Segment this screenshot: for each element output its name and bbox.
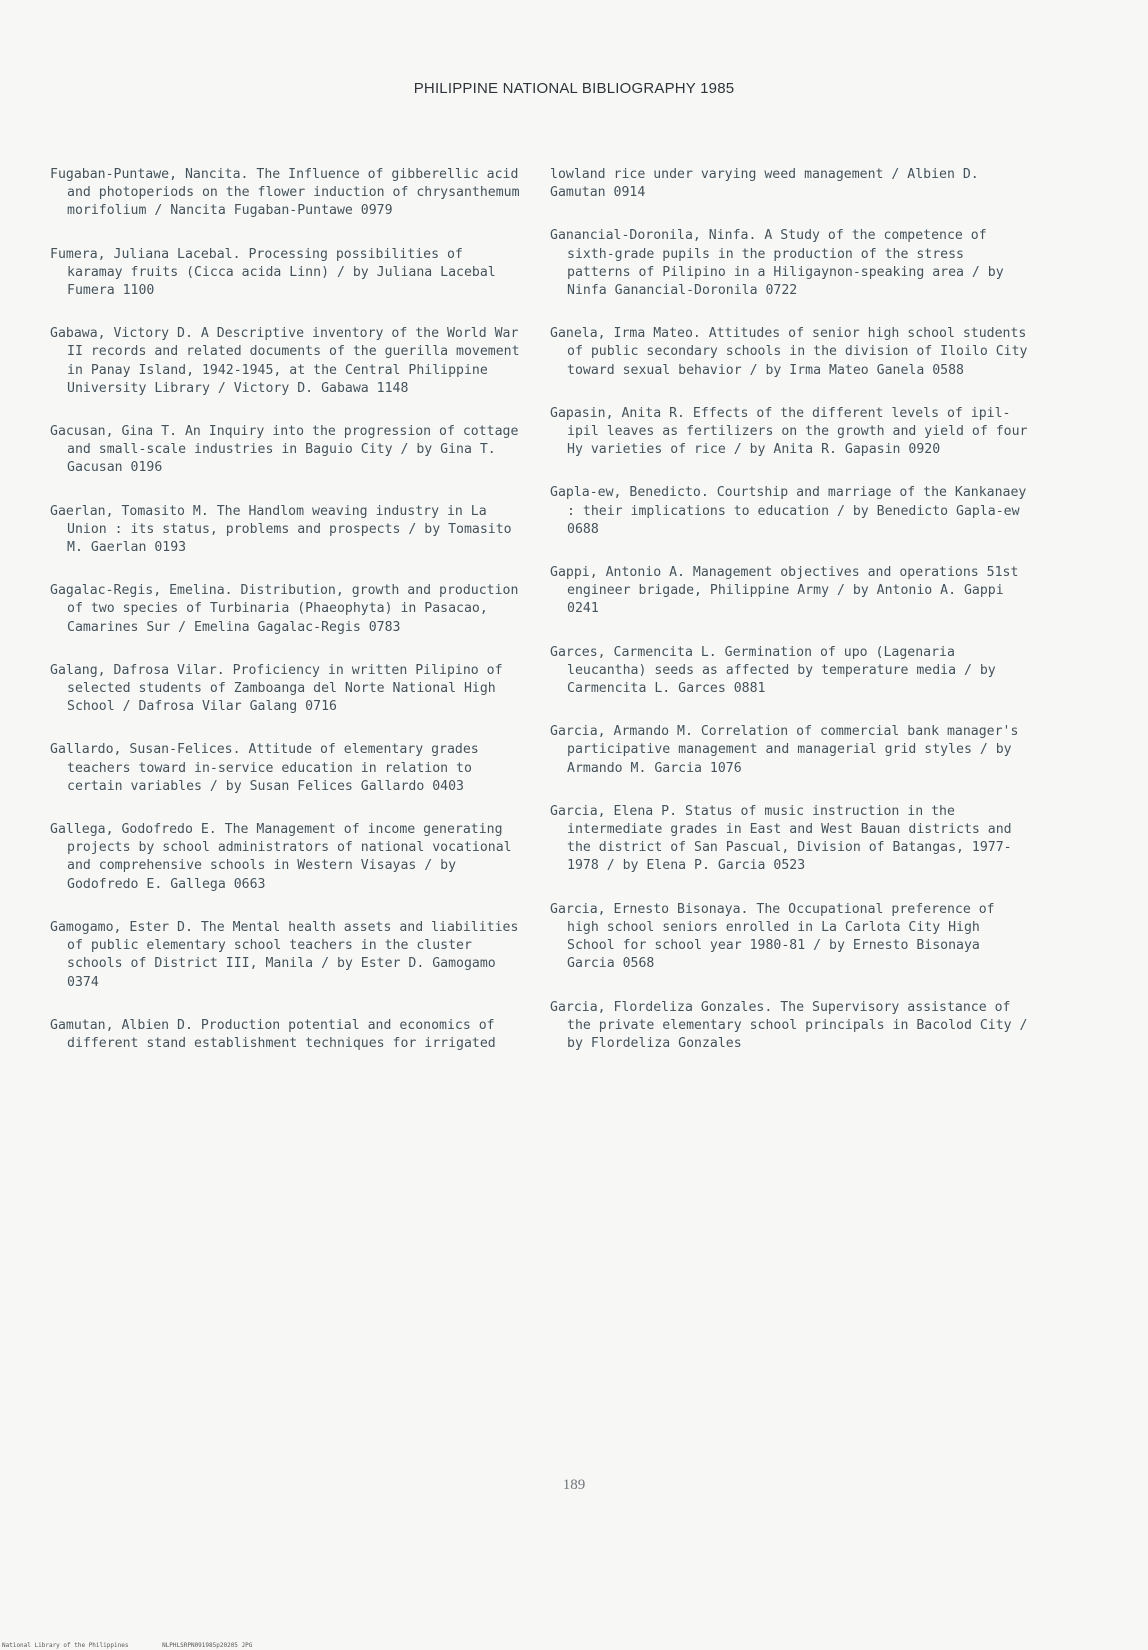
bibliography-entry: Gapasin, Anita R. Effects of the different levels of ipil-ipil leaves as fertilizers on the growth and yield of four Hy varieties of rice / by Anita R. Gapasin 0920	[550, 405, 1028, 458]
bibliography-entry-continued: lowland rice under varying weed management / Albien D. Gamutan 0914	[550, 167, 979, 201]
scan-credit	[2, 1642, 282, 1649]
page-number: 189	[562, 1477, 586, 1493]
bibliography-entry: Gamogamo, Ester D. The Mental health assets and liabilities of public elementary school teachers in the cluster schools of District III, Manila / by Ester D. Gamogamo 0374	[50, 919, 519, 990]
credit-library: National Library of the Philippines	[2, 1642, 129, 1649]
left-column	[50, 166, 520, 1078]
bibliography-entry: Gallega, Godofredo E. The Management of income generating projects by school administrators of national vocational and comprehensive schools in Western Visayas / by Godofredo E. Gallega 0663	[50, 822, 512, 892]
page-title: PHILIPPINE NATIONAL BIBLIOGRAPHY 1985	[413, 80, 735, 97]
bibliography-entry: Garcia, Elena P. Status of music instruction in the intermediate grades in East and West Bauan districts and the district of San Pascual, Division of Batangas, 1977-1978 / by Elena P. Garcia 0523	[550, 803, 1012, 874]
bibliography-entry: Garces, Carmencita L. Germination of upo (Lagenaria leucantha) seeds as affected by temperature media / by Carmencita L. Garces 0881	[550, 644, 996, 697]
bibliography-entry: Ganancial-Doronila, Ninfa. A Study of the competence of sixth-grade pupils in the production of the stress patterns of Pilipino in a Hiligaynon-speaking area / by Ninfa Ganancial-Doronila 0722	[550, 228, 1004, 299]
bibliography-entry: Garcia, Ernesto Bisonaya. The Occupational preference of high school seniors enrolled in La Carlota City High School for school year 1980-81 / by Ernesto Bisonaya Garcia 0568	[550, 901, 995, 972]
bibliography-entry: Gaerlan, Tomasito M. The Handlom weaving industry in La Union : its status, problems and prospects / by Tomasito M. Gaerlan 0193	[50, 503, 512, 556]
bibliography-entry: Garcia, Armando M. Correlation of commercial bank manager's participative management and managerial grid styles / by Armando M. Garcia 1076	[550, 724, 1019, 776]
bibliography-entry: Gabawa, Victory D. A Descriptive inventory of the World War II records and related documents of the guerilla movement in Panay Island, 1942-1945, at the Central Philippine University Library / Victory D. Gabawa 1148	[50, 326, 520, 396]
bibliography-entry: Gapla-ew, Benedicto. Courtship and marriage of the Kankanaey : their implications to education / by Benedicto Gapla-ew 0688	[550, 485, 1027, 537]
right-column	[550, 166, 1030, 1078]
bibliography-entry: Fumera, Juliana Lacebal. Processing possibilities of karamay fruits (Cicca acida Linn) / by Juliana Lacebal Fumera 1100	[50, 246, 496, 299]
bibliography-entry: Gagalac-Regis, Emelina. Distribution, growth and production of two species of Turbinaria (Phaeophyta) in Pasacao, Camarines Sur / Emelina Gagalac-Regis 0783	[50, 583, 519, 635]
bibliography-entry: Gappi, Antonio A. Management objectives and operations 51st engineer brigade, Philippine Army / by Antonio A. Gappi 0241	[550, 565, 1019, 617]
credit-file: NLPHLSRPN091985p20205 JPG	[162, 1642, 253, 1649]
bibliography-entry: Gamutan, Albien D. Production potential and economics of different stand establishment techniques for irrigated	[50, 1017, 496, 1051]
bibliography-entry: Gallardo, Susan-Felices. Attitude of elementary grades teachers toward in-service education in relation to certain variables / by Susan Felices Gallardo 0403	[50, 742, 479, 794]
bibliography-entry: Garcia, Flordeliza Gonzales. The Supervisory assistance of the private elementary school principals in Bacolod City / by Flordeliza Gonzales	[550, 999, 1028, 1051]
bibliography-entry: Galang, Dafrosa Vilar. Proficiency in written Pilipino of selected students of Zamboanga del Norte National High School / Dafrosa Vilar Galang 0716	[50, 662, 503, 715]
bibliography-entry: Fugaban-Puntawe, Nancita. The Influence of gibberellic acid and photoperiods on the flower induction of chrysanthemum morifolium / Nancita Fugaban-Puntawe 0979	[50, 167, 520, 219]
bibliography-entry: Ganela, Irma Mateo. Attitudes of senior high school students of public secondary schools in the division of Iloilo City toward sexual behavior / by Irma Mateo Ganela 0588	[550, 326, 1028, 378]
bibliography-entry: Gacusan, Gina T. An Inquiry into the progression of cottage and small-scale industries in Baguio City / by Gina T. Gacusan 0196	[50, 424, 519, 476]
